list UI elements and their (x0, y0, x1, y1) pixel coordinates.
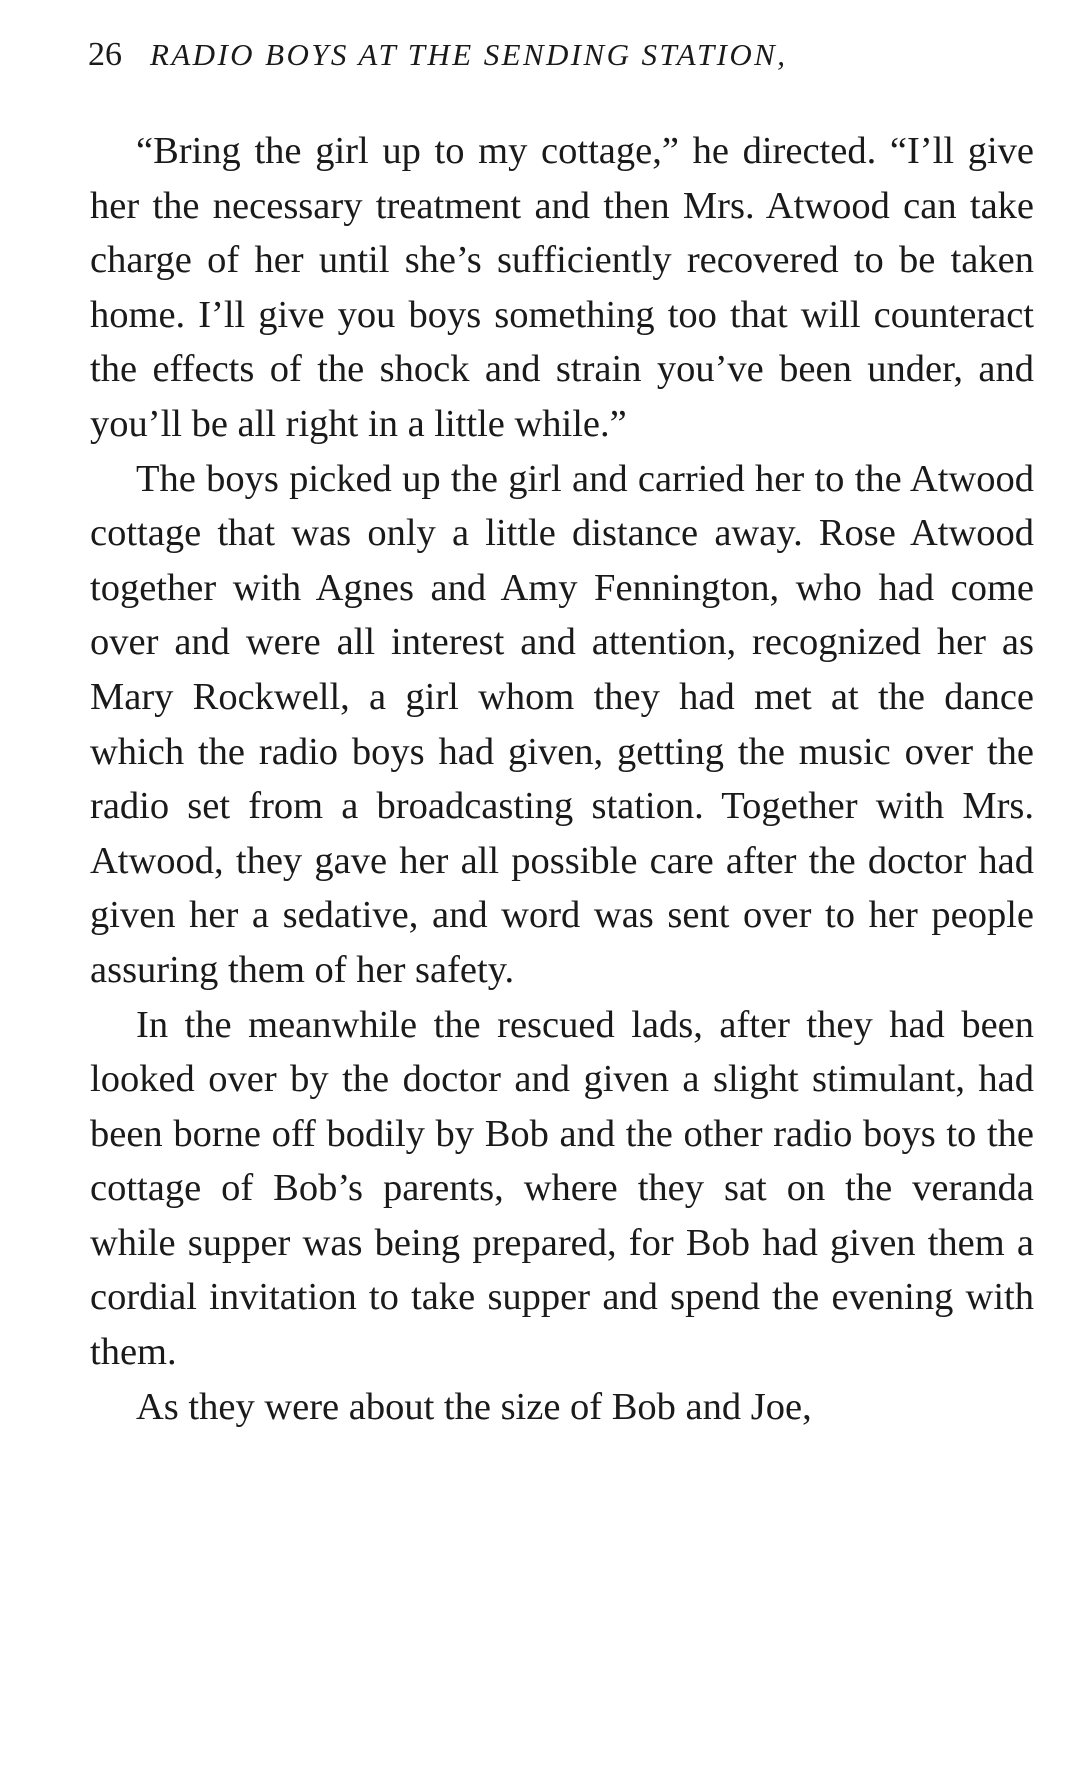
page-header (88, 36, 1028, 86)
paragraph-rescued-lads: In the meanwhile the rescued lads, after they had been looked over by the doctor and given a slight stimulant, had been borne off bodily by Bob and the other radio boys to the cottage of Bob’s parents, where they sat on the veranda while supper was being prepared, for Bob had given them a cordial invitation to take supper and spend the evening with them. (90, 1003, 1034, 1374)
page-number: 26 (88, 36, 122, 73)
running-title: RADIO BOYS AT THE SENDING STATION, (150, 37, 788, 72)
paragraph-doctor-directions: “Bring the girl up to my cottage,” he directed. “I’ll give her the necessary treatment and then Mrs. Atwood can take charge of her until she’s sufficiently recovered to be taken home. I’ll give you boys something too that will counteract the effects of the shock and strain you’ve been under, and you’ll be all right in a little while.” (90, 130, 1034, 445)
paragraph-bob-and-joe: As they were about the size of Bob and Joe, (136, 1385, 812, 1428)
body-text (90, 124, 1034, 1434)
paragraph-atwood-cottage: The boys picked up the girl and carried her to the Atwood cottage that was only a little distance away. Rose Atwood together with Agnes and Amy Fennington, who had come over and were all interest and attention, recognized her as Mary Rockwell, a girl whom they had met at the dance which the radio boys had given, getting the music over the radio set from a broadcasting station. Together with Mrs. Atwood, they gave her all possible care after the doctor had given her a sedative, and word was sent over to her people assuring them of her safety. (90, 457, 1034, 991)
